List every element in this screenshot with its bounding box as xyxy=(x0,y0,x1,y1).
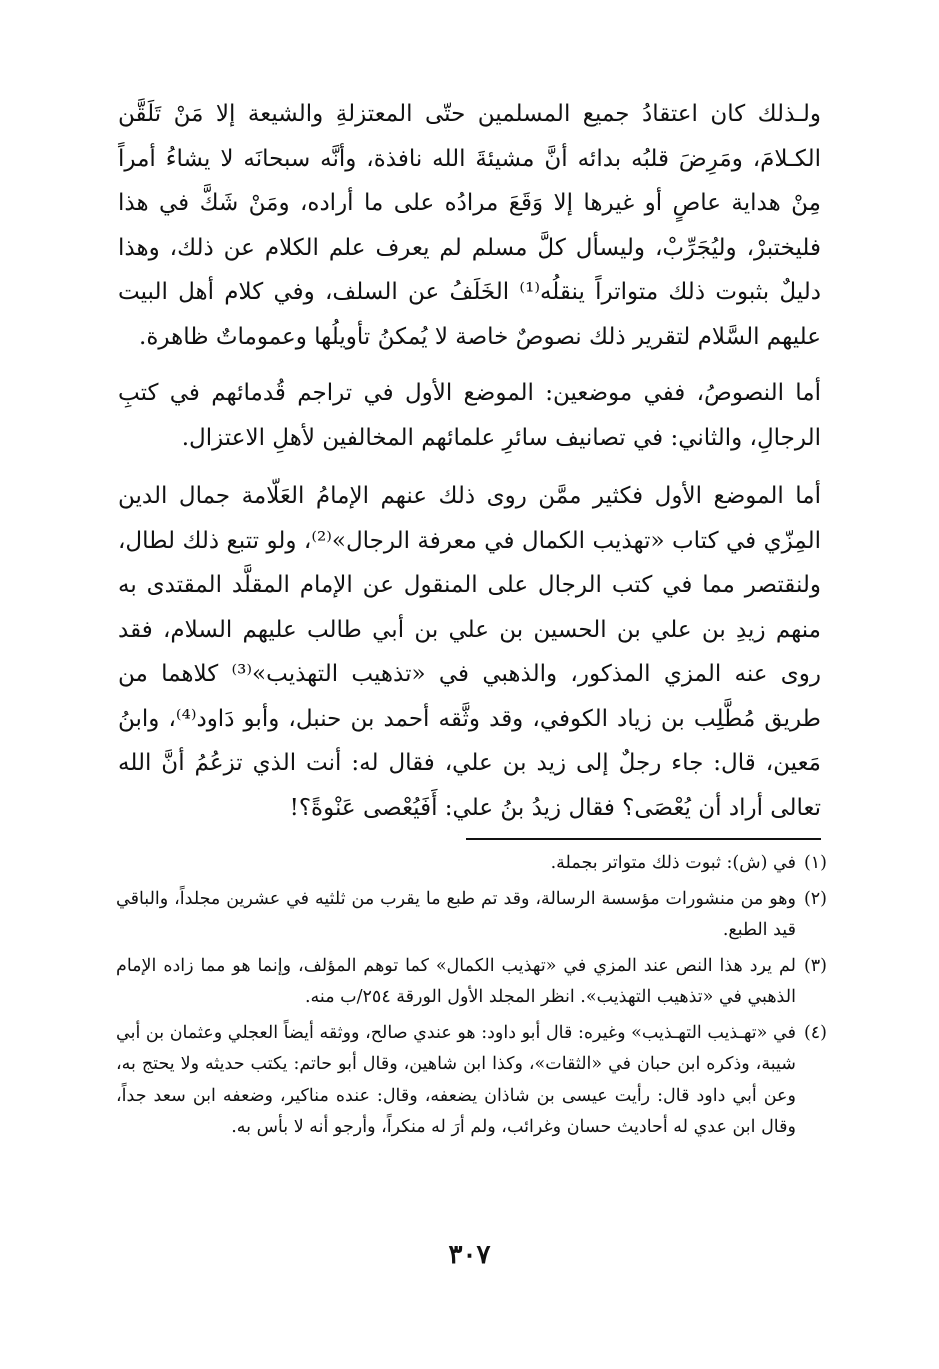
footnote-number: (١) xyxy=(803,853,827,873)
page-number: ٣٠٧ xyxy=(448,1240,491,1270)
footnote-text: في «تهـذيب التهـذيب» وغيره: قال أبو داود: هو عندي صالح، ووثقه أيضاً العجلي وعثمان بن أبي شيبة، وذكره ابن حبان في «الثقات»، وكذا ابن شاهين، وقال أبو حاتم: يكتب حديثه ولا يحتج به، وعن أبي داود قال: رأيت عيسى بن شاذان يضعفه، وقال: عنده مناكير، وضعفه ابن سعد جداً، وقال ابن عدي له أحاديث حسان وغرائب، ولم أرَ له منكراً، وأرجو أنه لا بأس به. xyxy=(116,1022,796,1137)
main-text xyxy=(118,92,821,830)
footnote-divider xyxy=(466,838,821,840)
footnote-text: لم يرد هذا النص عند المزي في «تهذيب الكمال» كما توهم المؤلف، وإنما هو مما زاده الإمام الذهبي في «تذهيب التهذيب». انظر المجلد الأول الورقة ٢٥٤/ب منه. xyxy=(116,955,796,1007)
paragraph-3: أما الموضع الأول فكثير ممَّن روى ذلك عنهم الإمامُ العَلّامة جمال الدين المِزّي في كتاب «تهذيب الكمال في معرفة الرجال»⁽²⁾، ولو تتبع ذلك لطال، ولنقتصر مما في كتب الرجال على المنقول عن الإمام المقلَّد المقتدى به منهم زيدِ بن علي بن الحسين بن علي بن أبي طالب عليهم السلام، فقد روى عنه المزي المذكور، والذهبي في «تذهيب التهذيب»⁽³⁾ كلاهما من طريق مُطَّلِب بن زياد الكوفي، وقد وثَّقه أحمد بن حنبل، وأبو دَاود⁽⁴⁾، وابنُ مَعين، قال: جاء رجلٌ إلى زيد بن علي، فقال له: أنت الذي تزعُمُ أنَّ الله تعالى أراد أن يُعْصَى؟ فقال زيدُ بنُ علي: أَفَيُعْصى عَنْوةً؟! xyxy=(118,483,821,821)
footnote-number: (٢) xyxy=(803,888,827,909)
footnote-text: وهو من منشورات مؤسسة الرسالة، وقد تم طبع ما يقرب من ثلثيه في عشرين مجلداً، والباقي قيد الطبع. xyxy=(116,888,796,940)
footnote-1 xyxy=(116,848,827,880)
footnote-4 xyxy=(116,1018,827,1144)
footnotes xyxy=(116,848,827,1148)
footnote-2 xyxy=(116,884,827,947)
paragraph-2: أما النصوصُ، ففي موضعين: الموضع الأول في تراجم قُدمائهم في كتبِ الرجالِ، والثاني: في تصانيف سائرِ علمائهم المخالفين لأهلِ الاعتزال. xyxy=(118,380,821,451)
footnote-text: في (ش): ثبوت ذلك متواتر بجملة. xyxy=(550,853,796,873)
footnote-number: (٤) xyxy=(803,1022,827,1043)
footnote-number: (٣) xyxy=(803,955,827,976)
paragraph-1: ولـذلك كان اعتقادُ جميع المسلمين حتّى المعتزلةِ والشيعة إلا مَنْ تَلَقَّن الكـلامَ، ومَرِضَ قلبُه بدائه أنَّ مشيئةَ الله نافذة، وأنَّه سبحانَه لا يشاءُ أمراً مِنْ هداية عاصٍ أو غيرها إلا وَقَعَ مرادُه على ما أراده، ومَنْ شَكَّ في هذا فليختبرْ، وليُجَرِّبْ، وليسأل كلَّ مسلم لم يعرف علم الكلام عن ذلك، وهذا دليلٌ بثبوت ذلك متواتراً ينقلُه⁽¹⁾ الخَلَفُ عن السلف، وفي كلام أهل البيت عليهم السَّلام لتقرير ذلك نصوصٌ خاصة لا يُمكنُ تأويلُها وعموماتٌ ظاهرة. xyxy=(118,101,821,350)
footnote-3 xyxy=(116,951,827,1014)
